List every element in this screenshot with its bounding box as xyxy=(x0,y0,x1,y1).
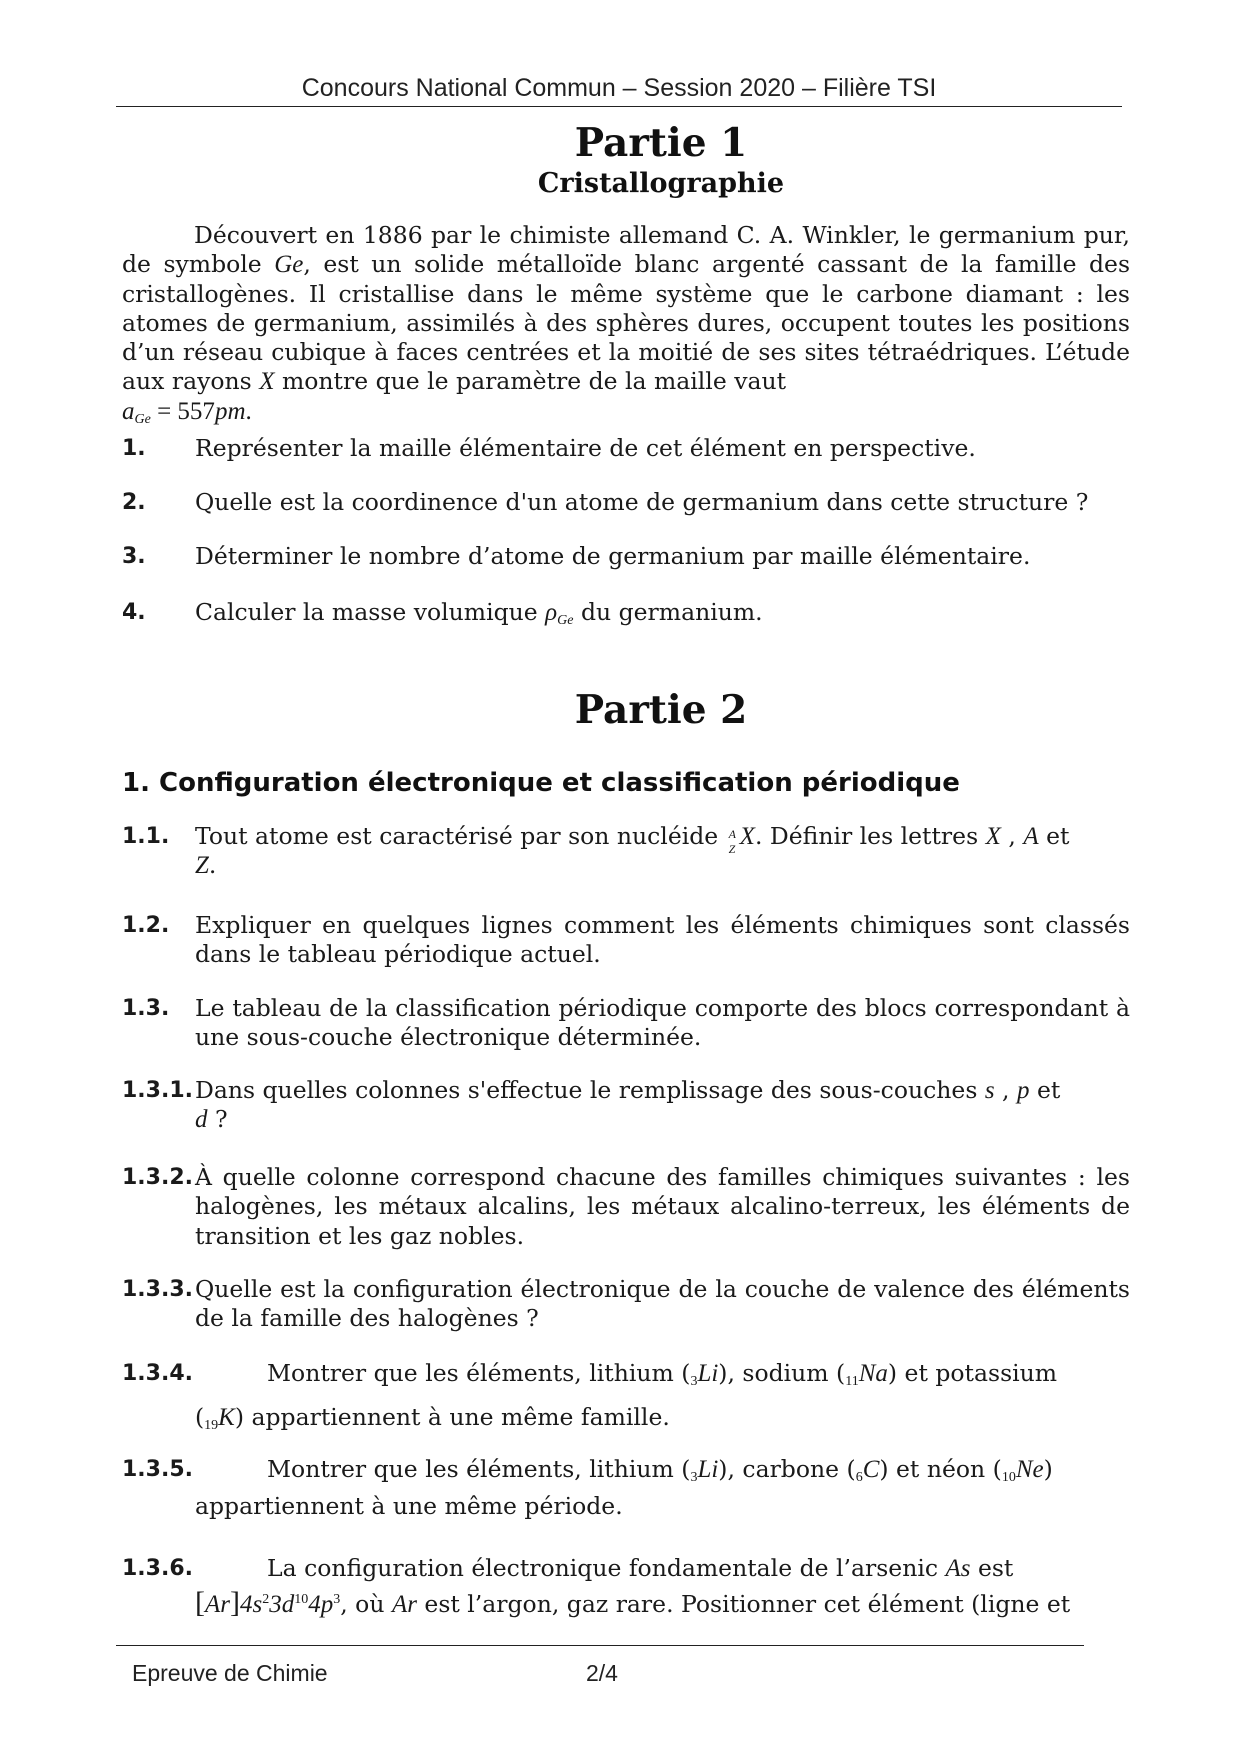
page-header: Concours National Commun – Session 2020 – Filière TSI xyxy=(301,74,937,102)
lattice-parameter: $a_{Ge} = 557pm$. xyxy=(122,397,252,427)
footer-exam-name: Epreuve de Chimie xyxy=(132,1660,328,1686)
question-2: 2. Quelle est la coordinence d'un atome de germanium dans cette structure ? xyxy=(122,488,1089,516)
partie-1-title: Partie 1 xyxy=(574,120,748,166)
partie-1-subtitle: Cristallographie xyxy=(537,168,785,199)
partie-2-title: Partie 2 xyxy=(574,687,748,733)
question-3: 3. Déterminer le nombre d’atome de germanium par maille élémentaire. xyxy=(122,542,1031,570)
question-1-3-6: 1.3.6. La configuration électronique fondamentale de l’arsenic As est $[Ar]4s^23d^{10}4p^3$, où Ar est l’argon, gaz rare. Positionner cet élément (ligne et xyxy=(122,1554,1071,1620)
question-1-3-1: 1.3.1. Dans quelles colonnes s'effectue le remplissage des sous-couches s , p et d ? xyxy=(122,1076,1061,1134)
question-1-3-3: 1.3.3. Quelle est la configuration électronique de la couche de valence des éléments de la famille des halogènes ? xyxy=(122,1275,1130,1333)
question-1-3: 1.3. Le tableau de la classification périodique comporte des blocs correspondant à une sous-couche électronique déterminée. xyxy=(122,994,1130,1052)
question-1-2: 1.2. Expliquer en quelques lignes comment les éléments chimiques sont classés dans le tableau périodique actuel. xyxy=(122,911,1130,969)
header-rule xyxy=(116,106,1122,107)
symbol-x: X xyxy=(259,368,275,396)
question-4: 4. Calculer la masse volumique $\rho_{Ge}$ du germanium. xyxy=(122,598,763,628)
footer-page-number: 2/4 xyxy=(586,1660,618,1686)
nuclide-symbol: A Z xyxy=(728,827,737,856)
question-1-3-2: 1.3.2. À quelle colonne correspond chacune des familles chimiques suivantes : les halogènes, les métaux alcalins, les métaux alcalino-terreux, les éléments de transition et les gaz nobles. xyxy=(122,1163,1130,1250)
question-1-3-4: 1.3.4. Montrer que les éléments, lithium $(_3Li)$, sodium $(_{11}Na)$ et potassium $(_{19}K)$ appartiennent à une même famille. xyxy=(122,1359,1058,1434)
footer-rule xyxy=(116,1645,1084,1646)
intro-paragraph: Découvert en 1886 par le chimiste allemand C. A. Winkler, le germanium pur, de symbole Ge, est un solide métalloïde blanc argenté cassant de la famille des cristallogènes. Il cristallise dans le même système que le carbone diamant : les atomes de germanium, assimilés à des sphères dures, occupent toutes les positions d’un réseau cubique à faces centrées et la moitié de ses sites tétraédriques. L’étude aux rayons X montre que le paramètre de la maille vaut $a_{Ge} = 557pm$. xyxy=(122,221,1130,434)
question-1: 1. Représenter la maille élémentaire de cet élément en perspective. xyxy=(122,434,976,462)
section-1-heading: 1. Configuration électronique et classification périodique xyxy=(122,768,960,798)
question-1-3-5: 1.3.5. Montrer que les éléments, lithium $(_3Li)$, carbone $(_6C)$ et néon $(_{10}Ne)$ appartiennent à une même période. xyxy=(122,1455,1053,1521)
symbol-ge: Ge xyxy=(274,251,304,279)
question-1-1: 1.1. Tout atome est caractérisé par son nucléide A Z X. Définir les lettres X , A et Z. xyxy=(122,822,1070,880)
